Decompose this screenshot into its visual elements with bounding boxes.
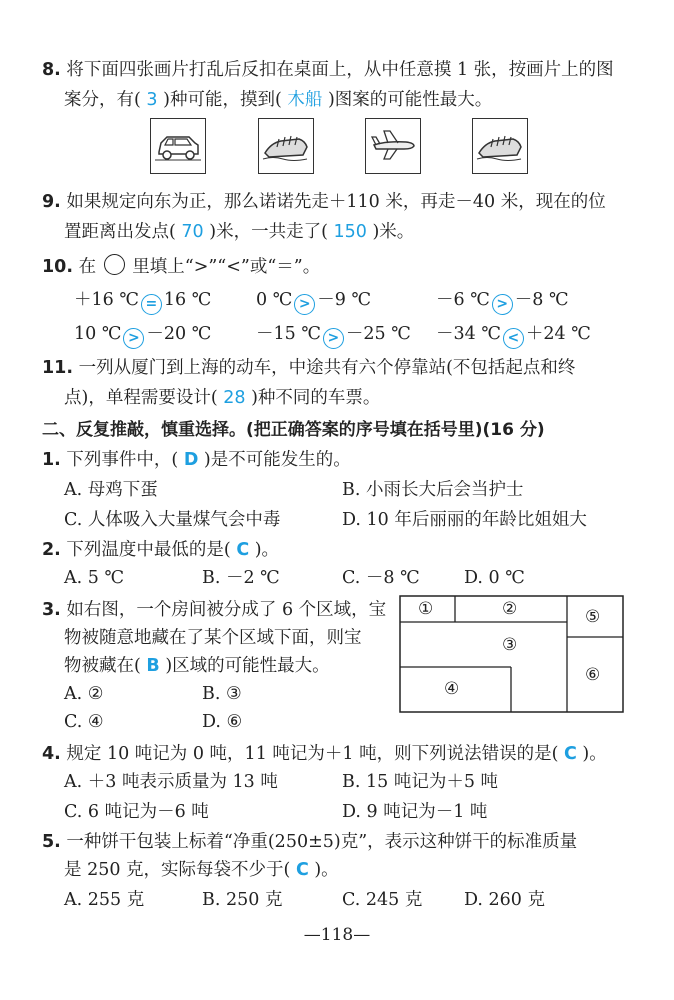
car-icon xyxy=(151,119,205,173)
q8-answer-2: 木船 xyxy=(287,90,323,110)
answer-circle: = xyxy=(141,294,162,315)
s3-line3: 物被藏在( B )区域的可能性最大。 xyxy=(64,656,330,676)
s5-line1: 5. 一种饼干包装上标着“净重(250±5)克”，表示这种饼干的标准质量 xyxy=(42,832,578,852)
option: A. 255 克 xyxy=(64,890,145,910)
s1-question: 1. 下列事件中，( D )是不可能发生的。 xyxy=(42,450,351,470)
q8-line2: 案分，有( 3 )种可能，摸到( 木船 )图案的可能性最大。 xyxy=(64,90,493,110)
region-label: ④ xyxy=(444,679,460,699)
option: C. 6 吨记为－6 吨 xyxy=(64,802,209,822)
q8-number: 8. xyxy=(42,60,61,80)
boat-picture xyxy=(472,118,528,174)
option: C. 人体吸入大量煤气会中毒 xyxy=(64,510,281,530)
q10-item: ＋16 ℃ = 16 ℃ xyxy=(74,288,211,315)
q9-line2: 置距离出发点( 70 )米，一共走了( 150 )米。 xyxy=(64,222,415,242)
q10-item: 10 ℃ > －20 ℃ xyxy=(74,322,211,349)
s3-line1: 3. 如右图，一个房间被分成了 6 个区域，宝 xyxy=(42,600,387,620)
option: C. 245 克 xyxy=(342,890,423,910)
car-picture xyxy=(150,118,206,174)
answer-circle: > xyxy=(492,294,513,315)
q9-line1: 9. 如果规定向东为正，那么诺诺先走＋110 米，再走－40 米，现在的位 xyxy=(42,192,606,212)
s4-answer: C xyxy=(564,744,577,764)
boat-icon xyxy=(473,119,527,173)
s3-answer: B xyxy=(146,656,160,676)
region-label: ① xyxy=(418,599,434,619)
option: B. 250 克 xyxy=(202,890,283,910)
option: A. 5 ℃ xyxy=(64,568,125,588)
boat-icon xyxy=(259,119,313,173)
q8-line1 xyxy=(42,58,614,82)
q11-line2: 点)，单程需要设计( 28 )种不同的车票。 xyxy=(64,388,381,408)
airplane-icon xyxy=(366,119,420,173)
q9-answer-1: 70 xyxy=(181,222,204,242)
answer-circle: > xyxy=(323,328,344,349)
option: A. ② xyxy=(64,684,104,704)
q11-answer: 28 xyxy=(223,388,246,408)
q10-item: －6 ℃ > －8 ℃ xyxy=(436,288,569,315)
region-label: ⑤ xyxy=(585,607,601,627)
region-label: ③ xyxy=(502,635,518,655)
room-diagram xyxy=(399,595,624,713)
option: C. ④ xyxy=(64,712,104,732)
answer-circle: < xyxy=(503,328,524,349)
region-label: ② xyxy=(502,599,518,619)
q8-text: 将下面四张画片打乱后反扣在桌面上，从中任意摸 1 张，按画片上的图 xyxy=(66,60,614,80)
option: A. ＋3 吨表示质量为 13 吨 xyxy=(64,772,278,792)
boat-picture xyxy=(258,118,314,174)
s5-answer: C xyxy=(295,860,309,880)
section-heading: 二、反复推敲，慎重选择。(把正确答案的序号填在括号里)(16 分) xyxy=(42,420,545,440)
option: D. 9 吨记为－1 吨 xyxy=(342,802,488,822)
q10-item: 0 ℃ > －9 ℃ xyxy=(256,288,371,315)
s5-line2: 是 250 克，实际每袋不少于( C )。 xyxy=(64,860,339,880)
q10-prompt: 10. 在 里填上“>”“<”或“＝”。 xyxy=(42,254,320,279)
option: A. 母鸡下蛋 xyxy=(64,480,158,500)
region-label: ⑥ xyxy=(585,665,601,685)
s1-answer: D xyxy=(183,450,199,470)
option: D. 10 年后丽丽的年龄比姐姐大 xyxy=(342,510,587,530)
s2-answer: C xyxy=(236,540,250,560)
option: B. －2 ℃ xyxy=(202,568,280,588)
answer-circle: > xyxy=(294,294,315,315)
option: B. ③ xyxy=(202,684,242,704)
s4-question: 4. 规定 10 吨记为 0 吨，11 吨记为＋1 吨，则下列说法错误的是( C )。 xyxy=(42,744,607,764)
option: D. 0 ℃ xyxy=(464,568,525,588)
s3-line2: 物被随意地藏在了某个区域下面，则宝 xyxy=(64,628,362,648)
q9-answer-2: 150 xyxy=(333,222,367,242)
page-number: —118— xyxy=(303,925,371,945)
option: C. －8 ℃ xyxy=(342,568,420,588)
q8-answer-1: 3 xyxy=(146,90,158,110)
q10-item: －15 ℃ > －25 ℃ xyxy=(256,322,411,349)
q11-line1: 11. 一列从厦门到上海的动车，中途共有六个停靠站(不包括起点和终 xyxy=(42,358,576,378)
blank-circle-icon xyxy=(104,254,125,275)
q10-item: －34 ℃ < ＋24 ℃ xyxy=(436,322,591,349)
option: D. 260 克 xyxy=(464,890,545,910)
plane-picture xyxy=(365,118,421,174)
option: B. 15 吨记为＋5 吨 xyxy=(342,772,499,792)
option: B. 小雨长大后会当护士 xyxy=(342,480,524,500)
option: D. ⑥ xyxy=(202,712,243,732)
answer-circle: > xyxy=(123,328,144,349)
s2-question: 2. 下列温度中最低的是( C )。 xyxy=(42,540,280,560)
